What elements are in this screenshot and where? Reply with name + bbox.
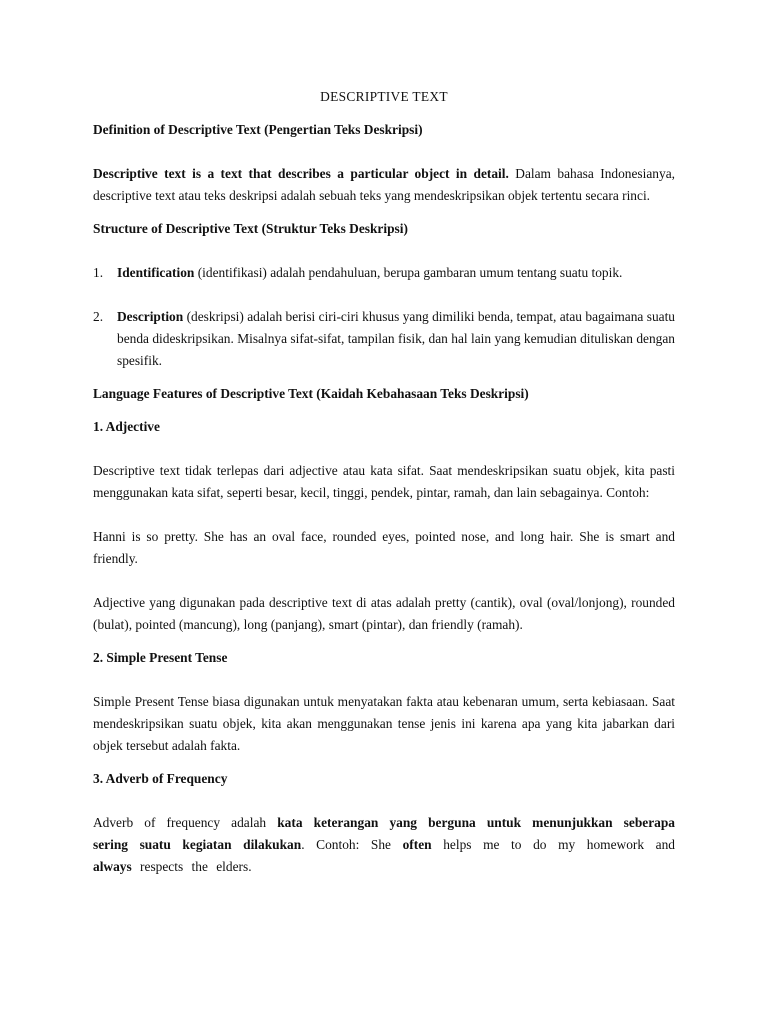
adjective-explanation: Adjective yang digunakan pada descriptive text di atas adalah pretty (cantik), oval (oval/lonjong), rounded (bulat), pointed (mancung), long (panjang), smart (pintar), dan friendly (ramah). — [93, 595, 675, 632]
structure-item-identification — [93, 262, 675, 284]
structure-term: Identification — [117, 265, 195, 280]
adverb-text: respects the elders. — [131, 859, 252, 874]
document-title: DESCRIPTIVE TEXT — [320, 89, 448, 104]
adverb-text: helps me to do my homework and — [431, 837, 675, 852]
adverb-definition-bold: kata keterangan yang berguna untuk menunjukkan seberapa sering suatu kegiatan dilakukan — [93, 815, 675, 852]
adverb-always: always — [93, 859, 132, 874]
definition-bold-sentence: Descriptive text is a text that describes a particular object in detail. — [93, 166, 509, 181]
definition-paragraph — [93, 163, 675, 207]
adverb-heading: 3. Adverb of Frequency — [93, 771, 228, 786]
structure-heading: Structure of Descriptive Text (Struktur Teks Deskripsi) — [93, 221, 408, 236]
adjective-example: Hanni is so pretty. She has an oval face, rounded eyes, pointed nose, and long hair. She is smart and friendly. — [93, 529, 675, 566]
document-page — [93, 86, 675, 878]
present-tense-heading: 2. Simple Present Tense — [93, 650, 228, 665]
structure-item-description — [93, 306, 675, 372]
adverb-text: Adverb of frequency adalah — [93, 815, 278, 830]
structure-list — [93, 262, 675, 372]
structure-term: Description — [117, 309, 184, 324]
structure-text: (deskripsi) adalah berisi ciri-ciri khusus yang dimiliki benda, tempat, atau bagaimana suatu benda dideskripsikan. Misalnya sifat-sifat, tampilan fisik, dan hal lain yang kemudian dituliskan dengan spesifik. — [117, 309, 675, 368]
structure-text: (identifikasi) adalah pendahuluan, berupa gambaran umum tentang suatu topik. — [194, 265, 623, 280]
adjective-paragraph: Descriptive text tidak terlepas dari adjective atau kata sifat. Saat mendeskripsikan suatu objek, kita pasti menggunakan kata sifat, seperti besar, kecil, tinggi, pendek, pintar, ramah, dan lain sebagainya. Contoh: — [93, 463, 675, 500]
list-number: 1. — [93, 265, 104, 280]
adverb-often: often — [402, 837, 432, 852]
adverb-text: . Contoh: She — [301, 837, 403, 852]
adverb-paragraph — [93, 812, 675, 878]
present-tense-paragraph: Simple Present Tense biasa digunakan untuk menyatakan fakta atau kebenaran umum, serta kebiasaan. Saat mendeskripsikan suatu objek, kita akan menggunakan tense jenis ini karena apa yang kita jabarkan dari objek tersebut adalah fakta. — [93, 694, 675, 753]
definition-heading: Definition of Descriptive Text (Pengertian Teks Deskripsi) — [93, 122, 423, 137]
adjective-heading: 1. Adjective — [93, 419, 160, 434]
definition-rest: Dalam bahasa Indonesianya, descriptive text atau teks deskripsi adalah sebuah teks yang mendeskripsikan objek tertentu secara rinci. — [93, 166, 675, 203]
list-number: 2. — [93, 309, 104, 324]
language-features-heading: Language Features of Descriptive Text (Kaidah Kebahasaan Teks Deskripsi) — [93, 386, 529, 401]
